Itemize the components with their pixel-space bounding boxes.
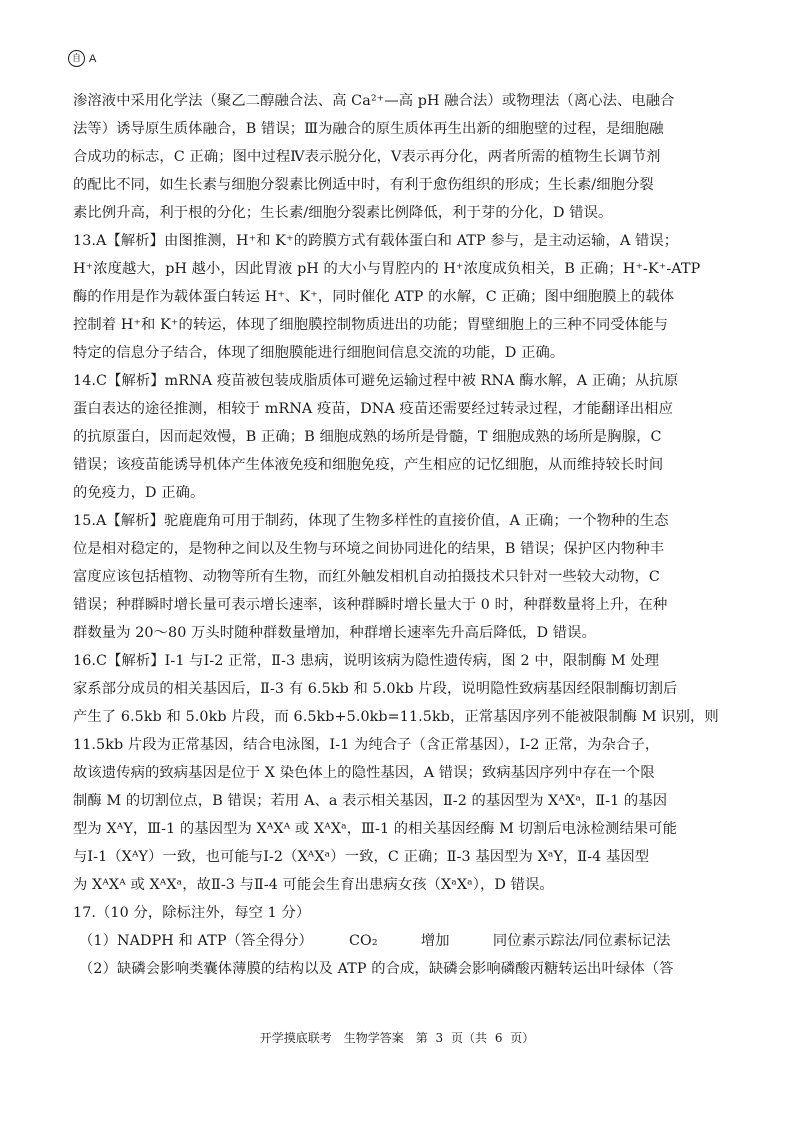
text-line: 11.5kb 片段为正常基因，结合电泳图，Ⅰ-1 为纯合子（含正常基因），Ⅰ-2 正常，为杂合子， <box>73 737 660 753</box>
text-line: （1）NADPH 和 ATP（答全得分） CO₂ 增加 同位素示踪法/同位素标记法 <box>79 933 671 949</box>
logo-letter: A <box>89 52 97 65</box>
text-line: 控制着 H⁺和 K⁺的转运，体现了细胞膜控制物质进出的功能；胃壁细胞上的三种不同受体能与 <box>73 317 669 333</box>
text-line: 17.（10 分，除标注外，每空 1 分） <box>73 905 311 921</box>
text-line: 的抗原蛋白，因而起效慢，B 正确；B 细胞成熟的场所是骨髓，T 细胞成熟的场所是胸腺，C <box>73 429 662 445</box>
text-line: 群数量为 20～80 万头时随种群数量增加，种群增长速率先升高后降低，D 错误。 <box>73 625 596 641</box>
text-line: 渗溶液中采用化学法（聚乙二醇融合法、高 Ca²⁺—高 pH 融合法）或物理法（离心法、电融合 <box>73 93 675 109</box>
text-line: （2）缺磷会影响类囊体薄膜的结构以及 ATP 的合成，缺磷会影响磷酸丙糖转运出叶绿体（答 <box>79 961 674 977</box>
text-line: 法等）诱导原生质体融合，B 错误；Ⅲ为融合的原生质体再生出新的细胞壁的过程，是细胞融 <box>73 121 664 137</box>
text-line: 15.A【解析】驼鹿鹿角可用于制药，体现了生物多样性的直接价值，A 正确；一个物种的生态 <box>73 513 669 529</box>
header-logo <box>68 50 96 67</box>
answer-body <box>73 87 729 983</box>
text-line: 的配比不同，如生长素与细胞分裂素比例适中时，有利于愈伤组织的形成；生长素/细胞分裂 <box>73 177 654 193</box>
text-line: 故该遗传病的致病基因是位于 X 染色体上的隐性基因，A 错误；致病基因序列中存在一个限 <box>73 765 655 781</box>
page-footer: 开学摸底联考 生物学答案 第 3 页（共 6 页） <box>259 1031 535 1045</box>
text-line: 16.C【解析】Ⅰ-1 与Ⅰ-2 正常，Ⅱ-3 患病，说明该病为隐性遗传病，图 2 中，限制酶 M 处理 <box>73 653 660 669</box>
text-line: 错误；该疫苗能诱导机体产生体液免疫和细胞免疫，产生相应的记忆细胞，从而维持较长时间 <box>73 457 664 473</box>
text-line: 型为 XᴬY，Ⅲ-1 的基因型为 XᴬXᴬ 或 XᴬXᵃ，Ⅲ-1 的相关基因经酶 M 切割后电泳检测结果可能 <box>73 821 677 837</box>
text-line: 错误；种群瞬时增长量可表示增长速率，该种群瞬时增长量大于 0 时，种群数量将上升，在种 <box>73 597 668 613</box>
text-line: 素比例升高，利于根的分化；生长素/细胞分裂素比例降低，利于芽的分化，D 错误。 <box>73 205 613 221</box>
text-line: 蛋白表达的途径推测，相较于 mRNA 疫苗，DNA 疫苗还需要经过转录过程，才能翻译出相应 <box>73 401 673 417</box>
text-line: 家系部分成员的相关基因后，Ⅱ-3 有 6.5kb 和 5.0kb 片段，说明隐性致病基因经限制酶切割后 <box>73 681 678 697</box>
text-line: 14.C【解析】mRNA 疫苗被包装成脂质体可避免运输过程中被 RNA 酶水解，A 正确；从抗原 <box>73 373 679 389</box>
text-line: 产生了 6.5kb 和 5.0kb 片段，而 6.5kb+5.0kb=11.5kb，正常基因序列不能被限制酶 M 识别，则 <box>73 709 719 725</box>
text-line: 的免疫力，D 正确。 <box>73 485 205 501</box>
text-line: 13.A【解析】由图推测，H⁺和 K⁺的跨膜方式有载体蛋白和 ATP 参与，是主动运输，A 错误； <box>73 233 679 249</box>
text-line: 富度应该包括植物、动物等所有生物，而红外触发相机自动拍摄技术只针对一些较大动物，C <box>73 569 660 585</box>
text-line: 位是相对稳定的，是物种之间以及生物与环境之间协同进化的结果，B 错误；保护区内物种丰 <box>73 541 665 557</box>
text-line: 特定的信息分子结合，体现了细胞膜能进行细胞间信息交流的功能，D 正确。 <box>73 345 565 361</box>
text-line: 合成功的标志，C 正确；图中过程Ⅳ表示脱分化，Ⅴ表示再分化，两者所需的植物生长调节剂 <box>73 149 661 165</box>
text-line: 与Ⅰ-1（XᴬY）一致，也可能与Ⅰ-2（XᴬXᵃ）一致，C 正确；Ⅱ-3 基因型为 XᵃY，Ⅱ-4 基因型 <box>73 849 650 865</box>
text-line: 为 XᴬXᴬ 或 XᴬXᵃ，故Ⅱ-3 与Ⅱ-4 可能会生育出患病女孩（XᵃXᵃ），D 错误。 <box>73 877 554 893</box>
text-line: 酶的作用是作为载体蛋白转运 H⁺、K⁺，同时催化 ATP 的水解，C 正确；图中细胞膜上的载体 <box>73 289 675 305</box>
text-line: H⁺浓度越大，pH 越小，因此胃液 pH 的大小与胃腔内的 H⁺浓度成负相关，B 正确；H⁺-K⁺-ATP <box>73 261 701 277</box>
text-line: 制酶 M 的切割位点，B 错误；若用 A、a 表示相关基因，Ⅱ-2 的基因型为 XᴬXᵃ，Ⅱ-1 的基因 <box>73 793 668 809</box>
logo-circle-icon: 自 <box>68 50 85 67</box>
